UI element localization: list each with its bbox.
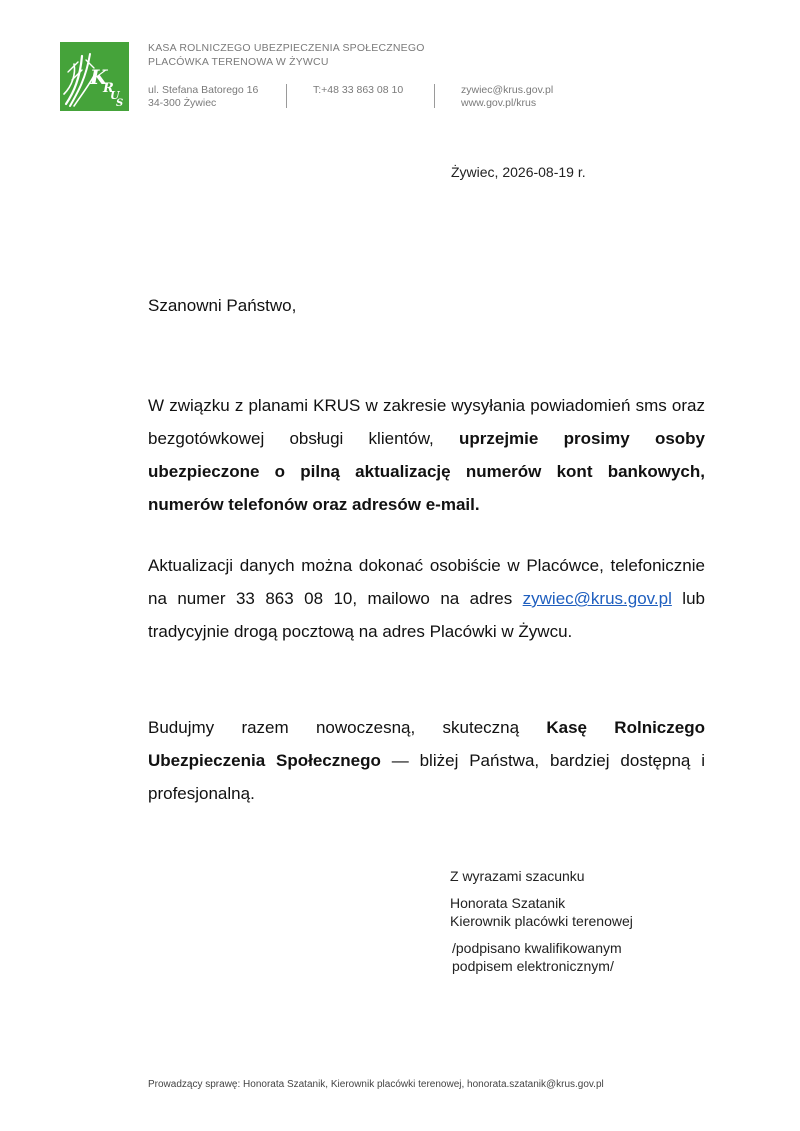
paragraph-3-text-end: — bliżej Państwa, bardziej dostępną i profesjonalną. <box>148 751 705 803</box>
signature-closing: Z wyrazami szacunku <box>450 868 585 884</box>
header-email[interactable]: zywiec@krus.gov.pl <box>461 84 554 96</box>
signature-note-line-1: /podpisano kwalifikowanym <box>452 940 622 956</box>
paragraph-3 <box>148 711 705 810</box>
institution-line-2: PLACÓWKA TERENOWA W ŻYWCU <box>148 56 329 68</box>
header-divider-1 <box>286 84 287 108</box>
paragraph-1-text: W związku z planami KRUS w zakresie wysyłania powiadomień sms oraz bezgotówkowej obsługi klientów, <box>148 396 705 448</box>
institution-name <box>148 41 425 69</box>
phone-number: T:+48 33 863 08 10 <box>313 84 404 96</box>
paragraph-2 <box>148 549 705 648</box>
address-block <box>148 84 258 110</box>
paragraph-1 <box>148 389 705 521</box>
signatory-name: Honorata Szatanik <box>450 895 566 911</box>
institution-line-1: KASA ROLNICZEGO UBEZPIECZENIA SPOŁECZNEGO <box>148 42 425 54</box>
footer-case-officer: Prowadzący sprawę: Honorata Szatanik, Kierownik placówki terenowej, honorata.szatanik@krus.gov.pl <box>148 1079 604 1090</box>
contact-block <box>461 84 553 110</box>
paragraph-1-bold: uprzejmie prosimy osoby ubezpieczone o pilną aktualizację numerów kont bankowych, numerów telefonów oraz adresów e-mail. <box>148 429 706 514</box>
krus-logo-icon <box>60 42 129 111</box>
svg-text:R: R <box>103 81 114 96</box>
letter-greeting: Szanowni Państwo, <box>148 296 297 315</box>
paragraph-2-text-end: lub tradycyjnie drogą pocztową na adres Placówki w Żywcu. <box>148 589 705 641</box>
signatory-position: Kierownik placówki terenowej <box>450 913 633 929</box>
header-divider-2 <box>434 84 435 108</box>
signature-note-line-2: podpisem elektronicznym/ <box>452 958 614 974</box>
krus-logo <box>60 42 129 111</box>
paragraph-3-text: Budujmy razem nowoczesną, skuteczną <box>148 718 547 737</box>
address-line-1: ul. Stefana Batorego 16 <box>148 84 259 96</box>
paragraph-3-bold: Kasę Rolniczego Ubezpieczenia Społecznego <box>148 718 705 770</box>
header-website[interactable]: www.gov.pl/krus <box>461 97 537 109</box>
svg-text:S: S <box>116 98 124 109</box>
svg-text:K: K <box>90 65 108 89</box>
email-link[interactable]: zywiec@krus.gov.pl <box>522 589 672 608</box>
signature-name-block <box>450 894 633 930</box>
letter-date: Żywiec, 2026-08-19 r. <box>451 164 586 180</box>
svg-text:U: U <box>110 89 120 102</box>
phone-block <box>313 84 403 97</box>
address-line-2: 34-300 Żywiec <box>148 97 217 109</box>
paragraph-2-text: Aktualizacji danych można dokonać osobiście w Placówce, telefonicznie na numer 33 863 08 10, mailowo na adres <box>148 556 705 608</box>
signature-note <box>452 939 622 975</box>
